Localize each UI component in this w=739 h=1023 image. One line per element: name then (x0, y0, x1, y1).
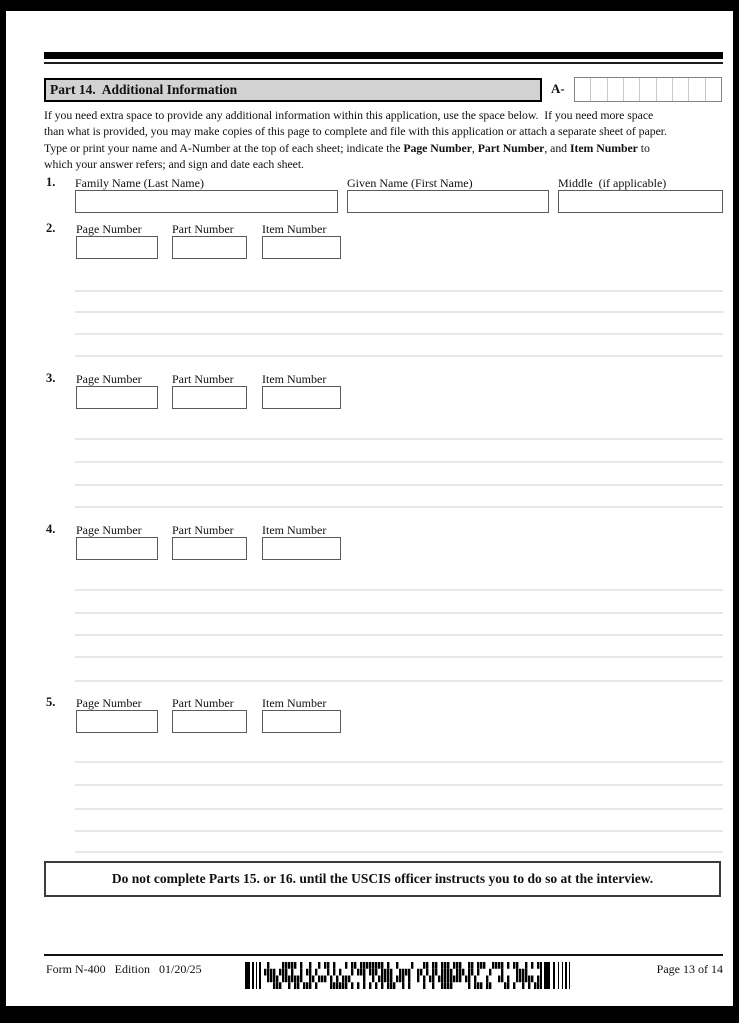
instructions-text: , (471, 140, 478, 155)
instructions-bold-term: Part Number (477, 140, 545, 155)
writing-line (75, 311, 723, 313)
page-top-bar (0, 0, 739, 11)
instructions-paragraph (44, 107, 734, 173)
part-number-label: Part Number (172, 372, 234, 386)
item-number-label: Item Number (262, 372, 327, 386)
writing-line (75, 680, 723, 682)
page-number-label: Page Number (76, 523, 142, 537)
a-number-cell[interactable] (705, 78, 721, 101)
instructions-text: which your answer refers; and sign and date each sheet. (44, 157, 304, 172)
section-rule-thin (44, 62, 723, 64)
instructions-text: Type or print your name and A-Number at the top of each sheet; indicate the (44, 140, 404, 155)
page-number-label: Page Number (76, 696, 142, 710)
page-number-label: Page Number (76, 222, 142, 236)
warning-box (44, 861, 721, 897)
writing-line (75, 290, 723, 292)
instructions-text: than what is provided, you may make copies of this page to complete and file with this application or attach a separate sheet of paper. (44, 124, 667, 139)
family-name-label: Family Name (Last Name) (75, 176, 204, 190)
writing-line (75, 438, 723, 440)
writing-line (75, 461, 723, 463)
writing-line (75, 784, 723, 786)
warning-text: Do not complete Parts 15. or 16. until the USCIS officer instructs you to do so at the interview. (111, 871, 654, 886)
item-number-input[interactable] (262, 236, 341, 259)
a-number-cell[interactable] (575, 78, 590, 101)
part14-title: Part 14. Additional Information (50, 82, 238, 97)
family-name-input[interactable] (75, 190, 338, 213)
item-number-ordinal: 5. (46, 695, 56, 709)
a-number-cell[interactable] (623, 78, 639, 101)
writing-line (75, 506, 723, 508)
page-left-edge (0, 0, 6, 1023)
a-number-label: A- (551, 81, 565, 96)
item-number-label: Item Number (262, 523, 327, 537)
writing-line (75, 761, 723, 763)
part-number-label: Part Number (172, 523, 234, 537)
part-number-label: Part Number (172, 696, 234, 710)
item-1-number: 1. (46, 175, 56, 189)
footer-form-info: Form N-400 Edition 01/20/25 (46, 962, 202, 976)
part-number-label: Part Number (172, 222, 234, 236)
part-number-input[interactable] (172, 386, 247, 409)
instructions-bold-term: Page Number (403, 140, 472, 155)
instructions-line (44, 123, 734, 139)
writing-line (75, 808, 723, 810)
item-number-ordinal: 4. (46, 522, 56, 536)
page-number-input[interactable] (76, 537, 158, 560)
writing-line (75, 333, 723, 335)
writing-line (75, 484, 723, 486)
writing-line (75, 656, 723, 658)
writing-line (75, 851, 723, 853)
writing-line (75, 355, 723, 357)
part-number-input[interactable] (172, 710, 247, 733)
page-number-input[interactable] (76, 386, 158, 409)
page-number-label: Page Number (76, 372, 142, 386)
item-number-input[interactable] (262, 710, 341, 733)
instructions-text: to (637, 140, 650, 155)
a-number-cell[interactable] (688, 78, 704, 101)
footer-rule (44, 954, 723, 956)
a-number-cell[interactable] (672, 78, 688, 101)
writing-line (75, 634, 723, 636)
item-number-label: Item Number (262, 222, 327, 236)
page-number-input[interactable] (76, 236, 158, 259)
part14-header (44, 78, 542, 102)
item-number-ordinal: 3. (46, 371, 56, 385)
writing-line (75, 589, 723, 591)
given-name-input[interactable] (347, 190, 549, 213)
section-rule-thick (44, 52, 723, 59)
a-number-box[interactable] (574, 77, 722, 102)
a-number-cell[interactable] (590, 78, 606, 101)
writing-line (75, 830, 723, 832)
barcode (245, 962, 570, 989)
a-number-cell[interactable] (607, 78, 623, 101)
given-name-label: Given Name (First Name) (347, 176, 473, 190)
part-number-input[interactable] (172, 537, 247, 560)
footer-page-info: Page 13 of 14 (656, 962, 723, 976)
instructions-line (44, 156, 734, 172)
instructions-line (44, 107, 734, 123)
writing-line (75, 612, 723, 614)
item-number-input[interactable] (262, 537, 341, 560)
instructions-bold-term: Item Number (569, 140, 638, 155)
instructions-line (44, 140, 734, 156)
instructions-text: If you need extra space to provide any additional information within this application, use the space below. If you need more space (44, 108, 654, 122)
middle-name-input[interactable] (558, 190, 723, 213)
item-number-ordinal: 2. (46, 221, 56, 235)
a-number-cell[interactable] (639, 78, 655, 101)
instructions-text: , and (544, 140, 570, 155)
a-number-cell[interactable] (656, 78, 672, 101)
item-number-input[interactable] (262, 386, 341, 409)
item-number-label: Item Number (262, 696, 327, 710)
part-number-input[interactable] (172, 236, 247, 259)
page-bottom-bar (0, 1006, 739, 1023)
page-number-input[interactable] (76, 710, 158, 733)
middle-name-label: Middle (if applicable) (558, 176, 667, 190)
